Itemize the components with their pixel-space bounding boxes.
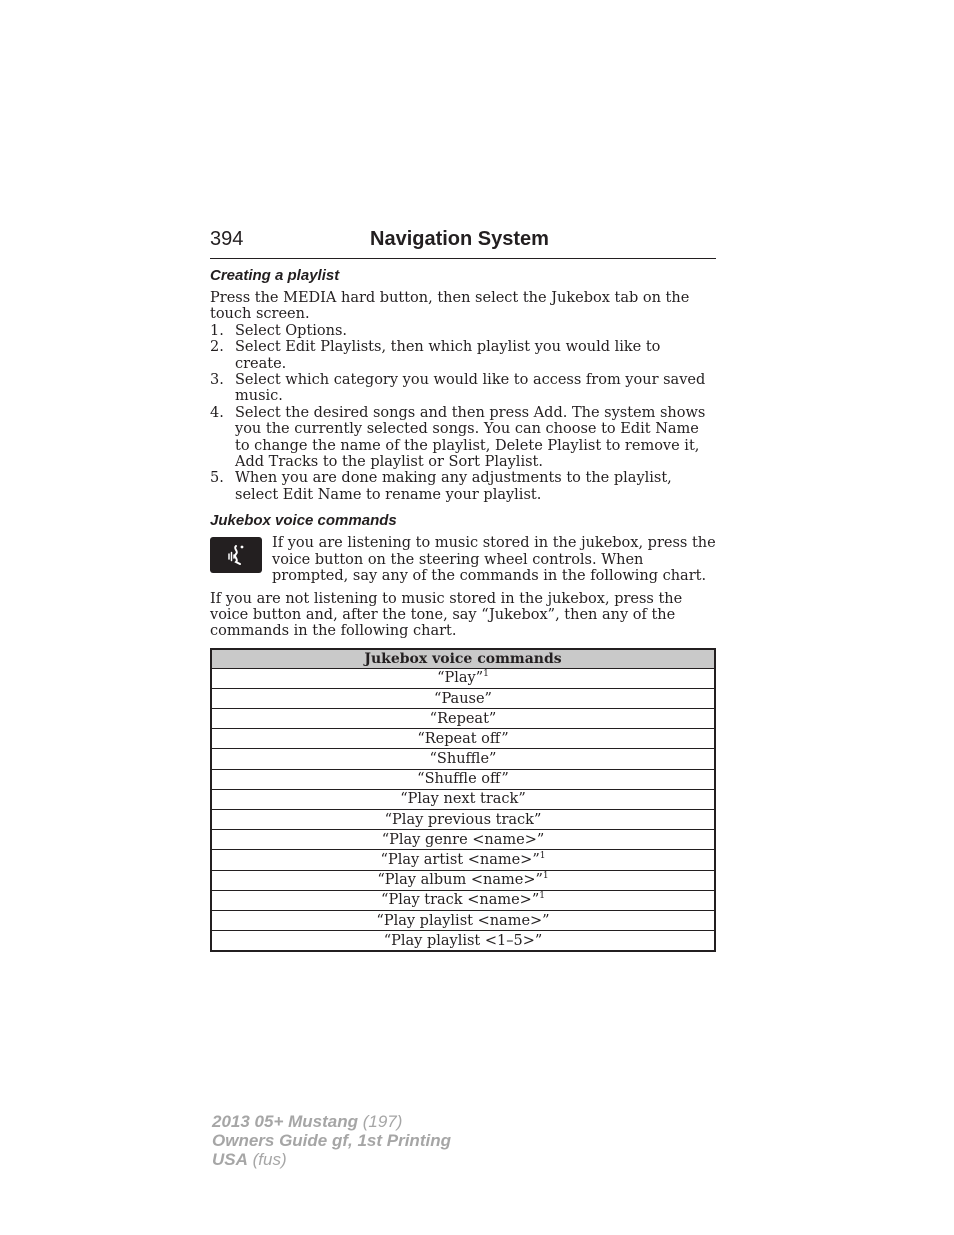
step-number: 5. [210, 470, 224, 487]
command-cell [211, 729, 715, 749]
playlist-steps [210, 323, 716, 503]
command-cell [211, 890, 715, 910]
step-number: 2. [210, 339, 224, 356]
command-cell [211, 668, 715, 688]
footer-model: 2013 05+ Mustang [212, 1112, 358, 1131]
footnote-marker: 1 [483, 669, 489, 680]
footnote-marker: 1 [542, 871, 549, 882]
command-text: “Repeat off” [417, 730, 509, 747]
voice-block [210, 535, 716, 584]
command-text: “Play track <name>” [381, 892, 540, 909]
command-cell [211, 931, 715, 952]
command-text: “Pause” [434, 690, 492, 707]
command-cell [211, 850, 715, 870]
page-header [210, 228, 716, 259]
list-item [210, 405, 716, 471]
command-cell [211, 709, 715, 729]
table-row [211, 729, 715, 749]
table-row [211, 789, 715, 809]
command-cell [211, 789, 715, 809]
command-text: “Play” [437, 670, 484, 687]
step-number: 4. [210, 404, 224, 421]
command-cell [211, 769, 715, 789]
list-item [210, 323, 716, 339]
page-number: 394 [210, 228, 244, 250]
step-number: 1. [210, 322, 224, 339]
command-text: “Play album <name>” [377, 872, 543, 889]
table-row [211, 890, 715, 910]
command-cell [211, 749, 715, 769]
list-item [210, 372, 716, 405]
command-text: “Play genre <name>” [381, 831, 545, 848]
command-cell [211, 810, 715, 830]
footnote-marker: 1 [539, 851, 546, 861]
command-text: “Play playlist <1–5>” [383, 932, 543, 949]
jukebox-instructions: If you are not listening to music stored in the jukebox, press the voice button and, after the tone, say “Jukebox”, then any of the commands in the following chart. [210, 590, 683, 640]
command-cell [211, 688, 715, 708]
command-text: “Play artist <name>” [380, 852, 540, 868]
command-text: “Play playlist <name>” [376, 912, 550, 929]
step-text: Select Edit Playlists, then which playlist you would like to create. [235, 339, 661, 372]
command-text: “Shuffle off” [417, 771, 509, 788]
step-text: Select the desired songs and then press Add. The system shows you the currently selected songs. You can choose to Edit Name to change the name of the playlist, Delete Playlist to remove it, Add Tracks to the playlist or Sort Playlist. [235, 404, 706, 471]
table-row [211, 668, 715, 688]
table-row [211, 810, 715, 830]
playlist-intro: Press the MEDIA hard button, then select the Jukebox tab on the touch screen. [210, 290, 690, 323]
command-cell [211, 870, 715, 890]
table-row [211, 709, 715, 729]
table-row [211, 769, 715, 789]
voice-instructions: If you are listening to music stored in the jukebox, press the voice button on the steering wheel controls. When prompted, say any of the commands in the following chart. [272, 535, 716, 585]
command-text: “Play previous track” [384, 811, 542, 828]
table-row [211, 688, 715, 708]
footer-guide: Owners Guide gf, 1st Printing [212, 1131, 451, 1150]
list-item [210, 339, 716, 372]
voice-commands-heading: Jukebox voice commands [210, 512, 397, 530]
table-row [211, 749, 715, 769]
footer-model-code: (197) [362, 1112, 403, 1131]
page-content [210, 228, 716, 952]
table-header: Jukebox voice commands [211, 649, 715, 669]
table-row [211, 910, 715, 930]
command-text: “Shuffle” [429, 751, 497, 768]
step-text: When you are done making any adjustments to the playlist, select Edit Name to rename your playlist. [235, 470, 672, 503]
footer-market-code: (fus) [252, 1150, 287, 1169]
step-text: Select Options. [235, 322, 348, 339]
chapter-title: Navigation System [370, 228, 549, 250]
command-cell [211, 830, 715, 850]
command-text: “Repeat” [429, 710, 497, 727]
step-text: Select which category you would like to access from your saved music. [235, 372, 706, 405]
step-number: 3. [210, 372, 224, 389]
footer [212, 1112, 451, 1169]
table-row [211, 830, 715, 850]
voice-button-icon [210, 537, 262, 573]
footnote-marker: 1 [539, 891, 545, 902]
playlist-heading: Creating a playlist [210, 267, 340, 284]
table-row [211, 870, 715, 890]
footer-market: USA [212, 1150, 248, 1169]
voice-commands-table [210, 648, 716, 953]
command-cell [211, 910, 715, 930]
table-row [211, 931, 715, 952]
table-row [211, 850, 715, 870]
command-text: “Play next track” [400, 791, 526, 808]
list-item [210, 470, 716, 503]
